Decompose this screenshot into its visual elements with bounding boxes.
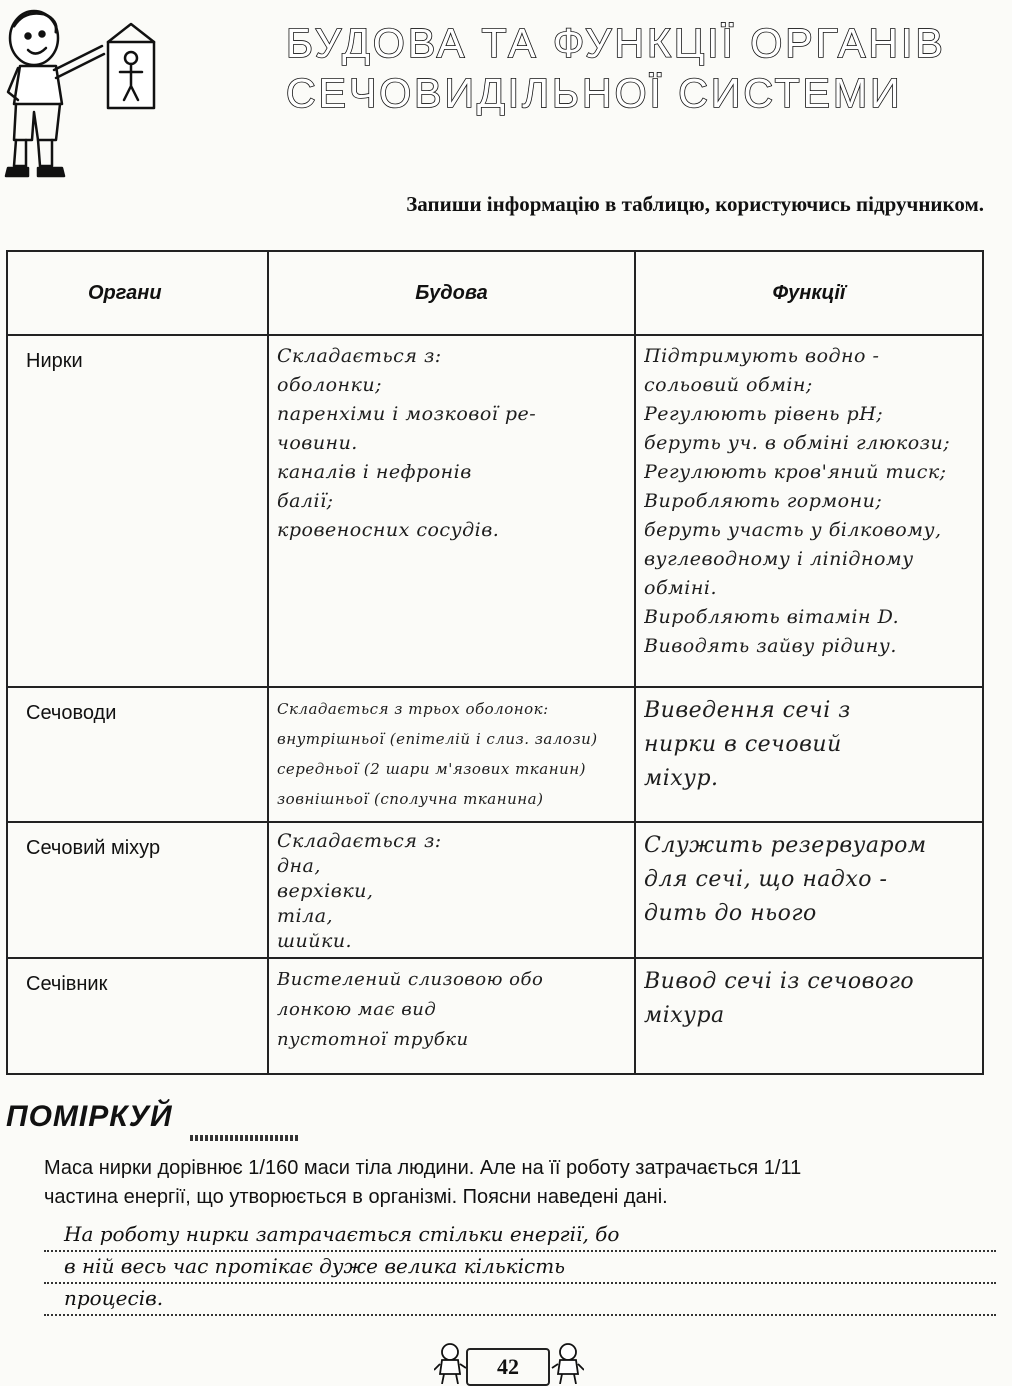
instruction-text: Запиши інформацію в таблицю, користуючись підручником. (406, 192, 984, 216)
handwritten-line: Підтримують водно - (644, 345, 880, 367)
table-row (7, 958, 983, 1074)
handwritten-line: Складається з трьох оболонок: (277, 700, 549, 718)
handwritten-line: Вистелений слизовою обо (277, 969, 544, 990)
handwritten-line: оболонки; (277, 374, 383, 396)
title-line-2: СЕЧОВИДІЛЬНОЇ СИСТЕМИ (286, 70, 903, 116)
handwritten-line: верхівки, (277, 880, 374, 902)
handwritten-line: обміні. (644, 577, 717, 599)
handwritten-line: беруть участь у білковому, (644, 519, 942, 541)
heading-underline (190, 1135, 300, 1141)
handwritten-line: Складається з: (277, 345, 442, 367)
handwritten-line: Служить резервуаром (644, 833, 927, 858)
title-line-1: БУДОВА ТА ФУНКЦІЇ ОРГАНІВ (286, 20, 946, 66)
header-functions: Функції (635, 251, 983, 335)
question-line: частина енергії, що утворюється в організмі. Поясни наведені дані. (44, 1186, 668, 1208)
handwritten-line: середньої (2 шари м'язових тканин) (277, 760, 586, 778)
table-header-row (7, 251, 983, 335)
handwritten-line: дить до нього (644, 901, 817, 926)
structure-cell[interactable] (268, 822, 635, 958)
handwritten-line: вуглеводному і ліпідному (644, 548, 914, 570)
functions-cell[interactable] (635, 335, 983, 687)
organ-name: Сечовий міхур (7, 822, 268, 958)
organ-name: Нирки (7, 335, 268, 687)
handwritten-line: Регулюють рівень pH; (644, 403, 884, 425)
handwritten-line: кровеносних сосудів. (277, 519, 500, 541)
handwritten-line: внутрішньої (епітелій і слиз. залози) (277, 730, 598, 748)
handwritten-line: Вивод сечі із сечового (644, 969, 915, 994)
handwritten-line: Регулюють кров'яний тиск; (644, 461, 947, 483)
functions-cell[interactable] (635, 822, 983, 958)
header-organs: Органи (7, 251, 268, 335)
header-structure: Будова (268, 251, 635, 335)
handwritten-line: міхура (644, 1003, 725, 1028)
answer-area[interactable] (44, 1220, 996, 1316)
table-row (7, 335, 983, 687)
structure-cell[interactable] (268, 335, 635, 687)
handwritten-line: сольовий обмін; (644, 374, 813, 396)
structure-cell[interactable] (268, 958, 635, 1074)
table-row (7, 687, 983, 822)
handwritten-line: Виробляють вітамін D. (644, 606, 900, 628)
think-question (44, 1154, 1004, 1212)
handwritten-line: каналів і нефронів (277, 461, 472, 483)
handwritten-line: дна, (277, 855, 321, 877)
think-heading: ПОМІРКУЙ (6, 1100, 173, 1133)
handwritten-line: зовнішньої (сполучна тканина) (277, 790, 544, 808)
page-number: 42 (466, 1348, 550, 1386)
answer-line: На роботу нирки затрачається стільки енергії, бо (44, 1220, 996, 1252)
handwritten-line: Виробляють гормони; (644, 490, 883, 512)
organ-name: Сечоводи (7, 687, 268, 822)
handwritten-line: Виводять зайву рідину. (644, 635, 897, 657)
handwritten-line: беруть уч. в обміні глюкози; (644, 432, 951, 454)
table-row (7, 822, 983, 958)
structure-cell[interactable] (268, 687, 635, 822)
handwritten-line: шийки. (277, 930, 353, 952)
handwritten-line: паренхіми і мозкової ре- (277, 403, 537, 425)
handwritten-line: Виведення сечі з (644, 698, 851, 723)
handwritten-line: нирки в сечовий (644, 732, 842, 757)
handwritten-line: міхур. (644, 766, 719, 791)
functions-cell[interactable] (635, 958, 983, 1074)
functions-cell[interactable] (635, 687, 983, 822)
organs-table (6, 250, 984, 1075)
page-title (286, 18, 986, 118)
boy-with-sign-illustration (4, 8, 164, 178)
handwritten-line: для сечі, що надхо - (644, 867, 888, 892)
handwritten-line: лонкою має вид (277, 999, 437, 1020)
handwritten-line: човини. (277, 432, 358, 454)
handwritten-line: Складається з: (277, 830, 442, 852)
handwritten-line: пустотної трубки (277, 1029, 469, 1050)
answer-line: процесів. (44, 1284, 996, 1316)
handwritten-line: балії; (277, 490, 334, 512)
answer-line: в ній весь час протікає дуже велика кількість (44, 1252, 996, 1284)
organ-name: Сечівник (7, 958, 268, 1074)
question-line: Маса нирки дорівнює 1/160 маси тіла людини. Але на її роботу затрачається 1/11 (44, 1157, 802, 1179)
handwritten-line: тіла, (277, 905, 334, 927)
